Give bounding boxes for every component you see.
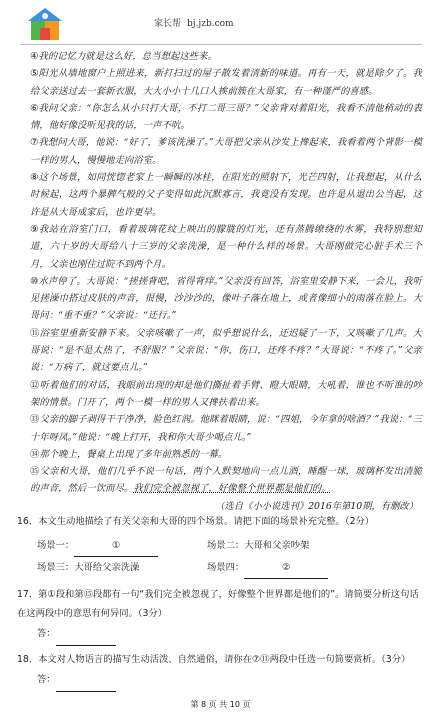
question-18-answer: 答： [17,669,422,692]
answer-18-blank[interactable] [56,669,116,692]
paragraph-4: ④我的记忆力就是这么好，总当想起这些来。 [30,51,217,62]
article-source: （选自《小小说选刊》2016年第10期，有删改） [215,500,418,512]
paragraph-14: ⑭那个晚上，餐桌上出现了多年前熟悉的一幕。 [30,448,228,460]
scene-list [17,535,422,579]
scene-4: 场景四： ② [207,557,377,579]
scene-1-answer-blank[interactable]: ① [74,535,158,557]
paragraph-15: ⑮父亲和大哥，他们几乎不说一句话，两个人默契地向一点儿酒，睡醒一球，玻璃杯发出清脆的声音，然后一饮而尽。我们完全被忽视了，好像整个世界都是他们的。 [30,466,423,495]
question-16: 16．本文生动地描绘了有关父亲和大哥的四个场景。请把下面的场景补充完整。（2分） [17,516,375,527]
scene-3: 场景三：大哥给父亲洗澡 [37,562,140,573]
scene-row-2 [17,557,422,579]
page-number: 第 8 页 共 10 页 [190,700,251,709]
paragraph-7: ⑦我想问大哥，他说：“好了，爹该洗澡了。”大哥把父亲从沙发上搀起来，我看着两个背影一模一样的男人，慢慢地走向浴室。 [30,137,422,166]
site-url[interactable]: bj.jzb.com [187,19,234,29]
site-name: 家长帮 [154,19,182,29]
scene-2: 场景二：大哥和父亲吵架 [207,540,310,551]
question-17: 17．第①段和第⑮段都有一句“我们完全被忽视了，好像整个世界都是他们的”。请简要分析这句话在这两段中的意思有何异同。（3分） [17,589,419,619]
paragraph-6: ⑥我问父亲：“你怎么从小只打大哥，不打二哥三哥？”父亲背对着阳光，我看不清他稍动的表情，他好像没听见我的话，一声不吭。 [30,102,423,132]
paragraph-12: ⑫听着他们的对话，我眼前出现的却是他们撕扯着手臂、瞪大眼睛，大吼着，谁也不听谁的吵架的情景。门开了，两个一模一样的男人又搀扶着出来。 [30,379,423,408]
underlined-sentence: 我们完全被忽视了，好像整个世界都是他们的。 [133,483,331,495]
paragraph-10: ⑩水声停了。大哥说：“搓搓背吧，省得背痒。”父亲没有回答，浴室里安静下来，一会儿，我听见搓澡巾搭过皮肤的声音，很慢，沙沙沙的，像叶子落在地上，或者像细小的雨落在脸上。大哥问：“重不重？”父亲说：“还行。” [30,275,422,322]
paragraph-13: ⑬父亲的脚子剥得干干净净，脸色红润。他眯着眼睛，说：“四姐，今年拿的啥酒？”我说：“三十年呀凤。”他说：“晚上打开，我和你大哥少喝点儿。” [30,414,422,443]
scene-4-answer-blank[interactable]: ② [244,557,328,579]
article-excerpt [30,48,422,516]
header-divider [20,44,422,45]
site-brand [154,16,234,29]
question-18: 18．本文对人物语言的描写生动活泼、自然通俗，请你在⑦⑪两段中任选一句简要赏析。（3分） [17,654,411,665]
jzb-logo-icon [25,6,65,42]
answer-17-blank[interactable] [56,623,116,646]
paragraph-5: ⑤阳光从墙地窗户上照进来，新打扫过的屋子散发着清新的味道。再有一天，就是除夕了。我给父亲送过去一套新衣服，大大小小十几口人挨前簇在大哥家，有一种谨严的喜感。 [30,68,423,97]
scene-row-1 [17,535,422,557]
questions-section [17,512,422,692]
page-header [0,0,441,44]
paragraph-9: ⑨我站在浴室门口，看着玻璃花纹上映出的朦胧的灯光，还有蒸腾缭绕的水雾，我特别想知道，六十岁的大哥给八十三岁的父亲洗澡，是一种什么样的场景。大哥刚做完心脏手术三个月，父亲也刚住过院不到两个月。 [30,223,422,270]
paragraph-8: ⑧这个场景，如同恍惚老家上一瞬瞬的冰桂，在阳光的照射下，光芒四射，让我想起，从什么时候起，这两个暴脾气般的父子变得如此沉默寡言，我竟没有发现。也许是从退出公当起，这许是从大哥成家后，也许更早。 [30,172,423,218]
scene-1: 场景一： ① [37,535,207,557]
paragraph-11: ⑪浴室里重新安静下来。父亲咳嗽了一声，似乎想说什么，还迟疑了一下，又咳嗽了几声。大哥说：“是不是太热了，不舒服？”父亲说：“你，伤口，还疼不疼？”大哥说：“不疼了。”父亲说：“万病了，就这要点儿。” [30,327,423,374]
question-17-answer: 答： [17,623,422,646]
